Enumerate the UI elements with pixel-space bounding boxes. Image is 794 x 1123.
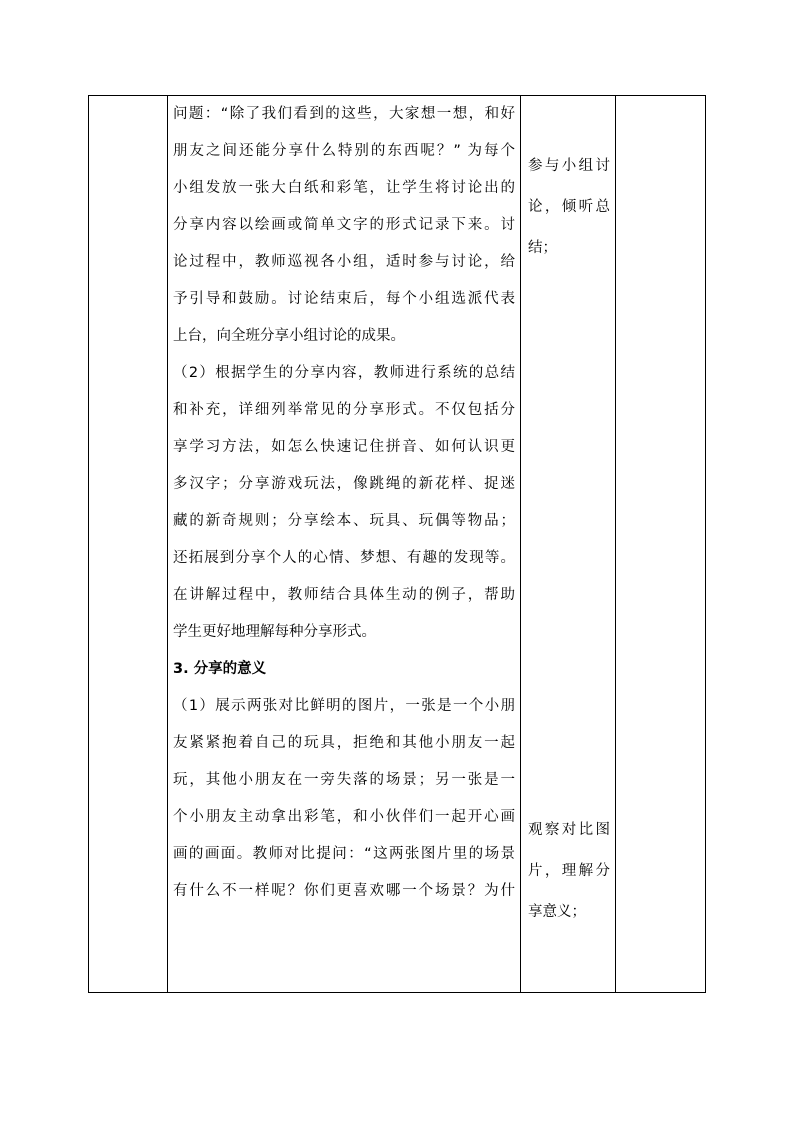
student-activity-note-2 <box>528 810 610 933</box>
note-line: 观察对比图 <box>528 822 610 838</box>
paragraph-line: 享学习方法，如怎么快速记住拼音、如何认识更 <box>173 439 515 455</box>
paragraph-line: 多汉字；分享游戏玩法，像跳绳的新花样、捉迷 <box>173 476 515 492</box>
paragraph-line: 友紧紧抱着自己的玩具，拒绝和其他小朋友一起 <box>173 735 515 751</box>
paragraph-line: 小组发放一张大白纸和彩笔，让学生将讨论出的 <box>173 180 515 196</box>
paragraph-line: 学生更好地理解每种分享形式。 <box>173 624 376 640</box>
paragraph-line: 和补充，详细列举常见的分享形式。不仅包括分 <box>173 402 515 418</box>
paragraph-line: （2）根据学生的分享内容，教师进行系统的总结 <box>173 365 515 381</box>
paragraph-line: 上台，向全班分享小组讨论的成果。 <box>173 328 405 344</box>
column-divider-3 <box>615 96 616 992</box>
column-divider-2 <box>520 96 521 992</box>
paragraph-line: 在讲解过程中，教师结合具体生动的例子，帮助 <box>173 587 515 603</box>
lesson-plan-table <box>88 95 706 993</box>
note-line: 参与小组讨 <box>528 158 610 174</box>
paragraph-line: 问题：“除了我们看到的这些，大家想一想，和好 <box>173 106 515 122</box>
paragraph-line: 予引导和鼓励。讨论结束后，每个小组选派代表 <box>173 291 515 307</box>
paragraph-line: 画的画面。教师对比提问：“这两张图片里的场景 <box>173 846 515 862</box>
note-line: 片，理解分 <box>528 863 610 879</box>
paragraph-line: 还拓展到分享个人的心情、梦想、有趣的发现等。 <box>173 550 515 566</box>
paragraph-line: 分享内容以绘画或简单文字的形式记录下来。讨 <box>173 217 515 233</box>
paragraph-line: 有什么不一样呢？你们更喜欢哪一个场景？为什 <box>173 883 515 899</box>
paragraph-line: （1）展示两张对比鲜明的图片，一张是一个小朋 <box>173 698 515 714</box>
note-line: 享意义； <box>528 904 586 920</box>
section-heading: 3. 分享的意义 <box>173 661 267 677</box>
teacher-activity-cell <box>173 96 515 910</box>
paragraph-line: 藏的新奇规则；分享绘本、玩具、玩偶等物品； <box>173 513 515 529</box>
student-activity-note-1 <box>528 146 610 269</box>
note-line: 论，倾听总 <box>528 199 610 215</box>
paragraph-line: 朋友之间还能分享什么特别的东西呢？” 为每个 <box>173 143 515 159</box>
paragraph-line: 个小朋友主动拿出彩笔，和小伙伴们一起开心画 <box>173 809 515 825</box>
paragraph-line: 论过程中，教师巡视各小组，适时参与讨论，给 <box>173 254 515 270</box>
column-divider-1 <box>167 96 168 992</box>
note-line: 结； <box>528 240 557 256</box>
paragraph-line: 玩，其他小朋友在一旁失落的场景；另一张是一 <box>173 772 515 788</box>
